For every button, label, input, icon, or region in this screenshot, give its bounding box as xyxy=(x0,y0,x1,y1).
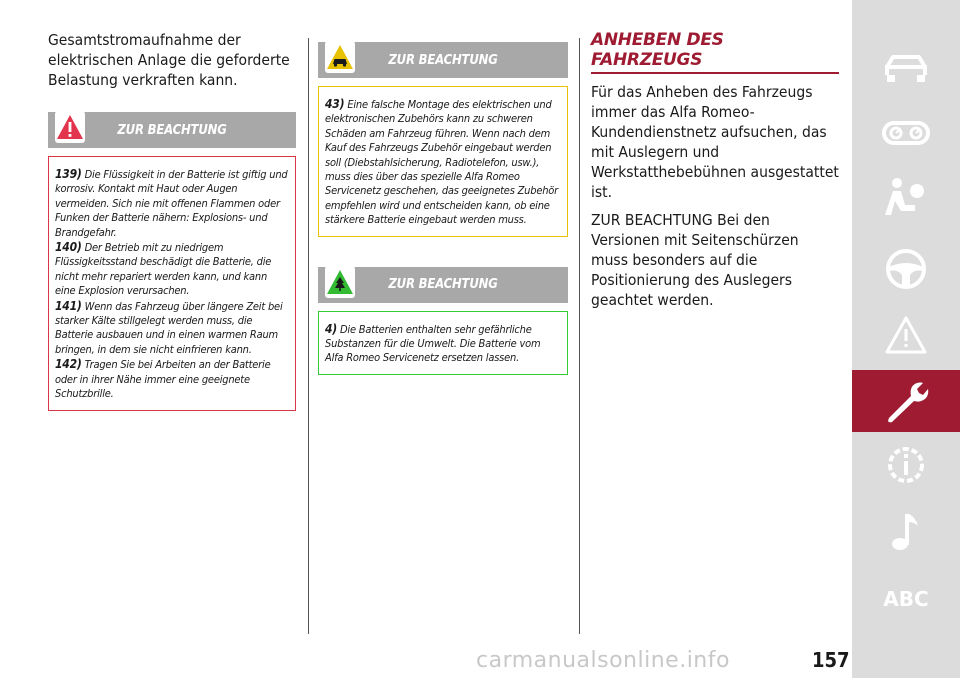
column-divider xyxy=(579,38,580,634)
warning-item: 141) Wenn das Fahrzeug über längere Zeit bei starker Kälte stillgelegt werden muss, die Batterie ausbauen und in einen warmen Raum bringen, in dem sie nicht einfrieren kann. xyxy=(55,298,283,356)
sidebar-item-driving[interactable] xyxy=(852,238,960,300)
left-column xyxy=(48,30,296,411)
warning-box-battery xyxy=(48,156,296,411)
warning-item: 43) Eine falsche Montage des elektrischen und elektronischen Zubehörs kann zu schweren Schäden am Fahrzeug führen. Wenn nach dem Kauf des Fahrzeugs Zubehör eingebaut werden soll (Diebstahlsicherung, Radiotelefon, usw.), muss dies über das spezielle Alfa Romeo Servicenetz geschehen, das geeignetes Zubehör empfehlen wird und entscheiden kann, ob eine stärkere Batterie eingebaut werden muss. xyxy=(325,97,559,227)
car-icon xyxy=(881,51,931,87)
sidebar-item-dashboard[interactable] xyxy=(852,102,960,164)
sidebar-item-emergency[interactable] xyxy=(852,304,960,366)
wrench-icon xyxy=(881,378,931,424)
middle-column xyxy=(318,42,568,375)
warning-box-environment xyxy=(318,311,568,375)
seat-airbag-icon xyxy=(881,175,931,219)
sidebar-item-multimedia[interactable] xyxy=(852,500,960,562)
body-paragraph: ZUR BEACHTUNG Bei den Versionen mit Seitenschürzen muss besonders auf die Positionierung des Auslegers geachtet werden. xyxy=(591,211,799,309)
warning-triangle-icon xyxy=(884,315,928,355)
warning-title: ZUR BEACHTUNG xyxy=(388,52,498,68)
chapter-sidebar xyxy=(852,0,960,678)
abc-icon: ABC xyxy=(883,587,929,611)
sidebar-item-maintenance[interactable] xyxy=(852,370,960,432)
warning-title: ZUR BEACHTUNG xyxy=(388,277,498,293)
warning-item: 142) Tragen Sie bei Arbeiten an der Batterie oder in ihrer Nähe immer eine geeignete Schutzbrille. xyxy=(55,357,271,401)
warning-header-red xyxy=(48,112,296,148)
page-number: 157 xyxy=(812,648,850,672)
environment-icon xyxy=(324,265,356,299)
dashboard-icon xyxy=(881,115,931,151)
danger-warning-icon xyxy=(54,110,86,144)
sidebar-item-safety[interactable] xyxy=(852,166,960,228)
sidebar-item-index[interactable] xyxy=(852,568,960,630)
info-gear-icon xyxy=(883,442,929,488)
sidebar-item-technical[interactable] xyxy=(852,434,960,496)
right-column xyxy=(591,30,839,310)
warning-item: 140) Der Betrieb mit zu niedrigem Flüssigkeitsstand beschädigt die Batterie, die nicht mehr repariert werden kann, und kann eine Explosion verursachen. xyxy=(55,240,272,298)
warning-box-accessories xyxy=(318,86,568,237)
warning-item: 139) Die Flüssigkeit in der Batterie ist giftig und korrosiv. Kontakt mit Haut oder Augen vermeiden. Sich nie mit offenen Flammen oder Funken der Batterie nähern: Explosions- und Brandgefahr. xyxy=(55,167,288,239)
section-title: ANHEBEN DES FAHRZEUGS xyxy=(591,30,839,74)
sidebar-item-car[interactable] xyxy=(852,38,960,100)
column-divider xyxy=(308,38,309,634)
music-note-icon xyxy=(886,508,926,554)
steering-wheel-icon xyxy=(884,247,928,291)
warning-title: ZUR BEACHTUNG xyxy=(117,122,227,138)
intro-text: Gesamtstromaufnahme der elektrischen Anlage die geforderte Belastung verkraften kann. xyxy=(48,31,290,89)
warning-item: 4) Die Batterien enthalten sehr gefährliche Substanzen für die Umwelt. Die Batterie vom Alfa Romeo Servicenetz ersetzen lassen. xyxy=(325,321,541,365)
car-damage-icon xyxy=(324,40,356,74)
warning-header-yellow xyxy=(318,42,568,78)
watermark: carmanualsonline.info xyxy=(476,648,730,673)
warning-header-green xyxy=(318,267,568,303)
body-paragraph: Für das Anheben des Fahrzeugs immer das Alfa Romeo-Kundendienstnetz aufsuchen, das mit Auslegern und Werkstatthebebühnen ausgestattet ist. xyxy=(591,83,839,201)
